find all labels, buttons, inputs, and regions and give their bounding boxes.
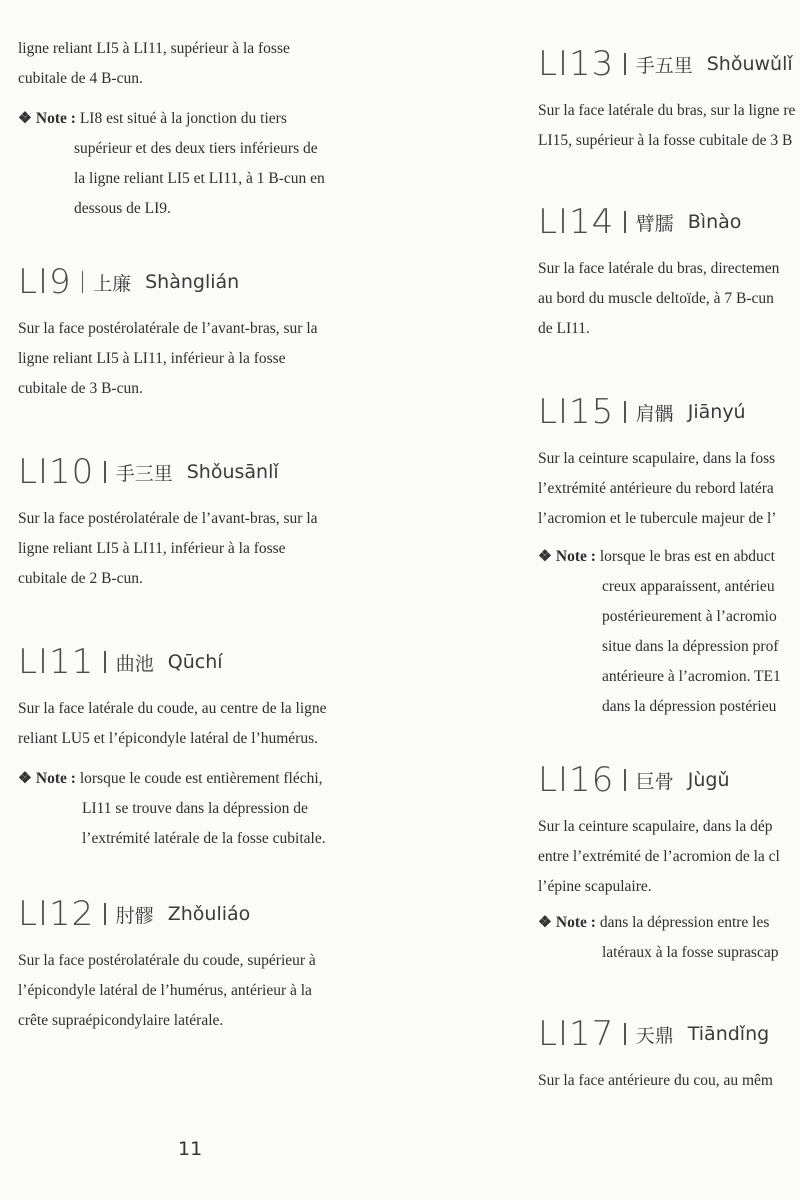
point-heading-li10 bbox=[18, 452, 279, 492]
point-description-li17 bbox=[538, 1066, 773, 1096]
point-code: LI9 bbox=[18, 262, 72, 302]
chinese-name: 曲池 bbox=[115, 652, 154, 675]
note-marker-icon: ❖ bbox=[18, 770, 32, 787]
text-line: ligne reliant LI5 à LI11, inférieur à la fosse bbox=[18, 350, 286, 367]
pinyin-name: Qūchí bbox=[167, 651, 223, 673]
note-marker-icon: ❖ bbox=[18, 110, 32, 127]
note-line: l’extrémité latérale de la fosse cubitale. bbox=[82, 830, 326, 847]
text-line: Sur la face antérieure du cou, au mêm bbox=[538, 1072, 773, 1089]
chinese-name: 肘髎 bbox=[115, 904, 154, 927]
note-label: Note : bbox=[555, 548, 596, 565]
note-text: lorsque le coude est entièrement fléchi, bbox=[79, 770, 323, 787]
point-heading-li17 bbox=[538, 1014, 769, 1054]
pinyin-name: Bìnào bbox=[687, 211, 742, 233]
text-line: Sur la face postérolatérale de l’avant-bras, sur la bbox=[18, 320, 318, 337]
point-heading-li9 bbox=[18, 262, 239, 302]
heading-divider bbox=[104, 461, 106, 483]
intro-note bbox=[18, 104, 325, 224]
point-heading-li13 bbox=[538, 44, 793, 84]
note-line: latéraux à la fosse suprascap bbox=[602, 944, 779, 961]
bleed-through-text bbox=[22, 1032, 30, 1062]
note-line: dans la dépression postérieu bbox=[602, 698, 777, 715]
text-line: l’épine scapulaire. bbox=[538, 878, 652, 895]
point-description-li13 bbox=[538, 96, 795, 156]
pinyin-name: Shǒuwǔlǐ bbox=[706, 53, 793, 75]
chinese-name: 天鼎 bbox=[635, 1024, 674, 1047]
note-marker-icon: ❖ bbox=[538, 548, 552, 565]
text-line: de LI11. bbox=[538, 320, 590, 337]
pinyin-name: Tiāndǐng bbox=[687, 1023, 770, 1045]
point-code: LI16 bbox=[538, 760, 615, 800]
point-description-li16 bbox=[538, 812, 780, 902]
note-line: situe dans la dépression prof bbox=[602, 638, 779, 655]
note-text: LI8 est situé à la jonction du tiers bbox=[79, 110, 287, 127]
point-heading-li16 bbox=[538, 760, 730, 800]
intro-paragraph bbox=[18, 34, 290, 94]
note-marker-icon: ❖ bbox=[538, 914, 552, 931]
note-line: dessous de LI9. bbox=[74, 200, 171, 217]
point-heading-li14 bbox=[538, 202, 741, 242]
point-heading-li15 bbox=[538, 392, 746, 432]
heading-divider bbox=[104, 651, 106, 673]
text-line: Sur la face postérolatérale de l’avant-bras, sur la bbox=[18, 510, 318, 527]
note-text: lorsque le bras est en abduct bbox=[599, 548, 775, 565]
point-code: LI10 bbox=[18, 452, 95, 492]
chinese-name: 巨骨 bbox=[635, 770, 674, 793]
text-line: crête supraépicondylaire latérale. bbox=[18, 1012, 224, 1029]
note-text: dans la dépression entre les bbox=[599, 914, 770, 931]
text-line: Sur la face latérale du bras, directemen bbox=[538, 260, 780, 277]
page-number: 11 bbox=[178, 1138, 203, 1160]
text-line: entre l’extrémité de l’acromion de la cl bbox=[538, 848, 780, 865]
text-line: Sur la face latérale du coude, au centre de la ligne bbox=[18, 700, 327, 717]
note-line: creux apparaissent, antérieu bbox=[602, 578, 775, 595]
text-line: l’acromion et le tubercule majeur de l’ bbox=[538, 510, 777, 527]
text-line: cubitale de 2 B-cun. bbox=[18, 570, 143, 587]
note-line: la ligne reliant LI5 et LI11, à 1 B-cun en bbox=[74, 170, 325, 187]
text-line: reliant LU5 et l’épicondyle latéral de l’humérus. bbox=[18, 730, 318, 747]
point-code: LI14 bbox=[538, 202, 615, 242]
point-heading-li11 bbox=[18, 642, 223, 682]
note-line: postérieurement à l’acromio bbox=[602, 608, 777, 625]
chinese-name: 手五里 bbox=[635, 54, 693, 77]
right-column bbox=[538, 0, 800, 1200]
point-code: LI13 bbox=[538, 44, 615, 84]
text-line: Sur la face latérale du bras, sur la ligne re bbox=[538, 102, 796, 119]
heading-divider bbox=[82, 271, 84, 293]
note-line: supérieur et des deux tiers inférieurs de bbox=[74, 140, 318, 157]
point-description-li15 bbox=[538, 444, 776, 534]
pinyin-name: Shǒusānlǐ bbox=[186, 461, 279, 483]
pinyin-name: Shànglián bbox=[145, 271, 240, 293]
text-line: l’extrémité antérieure du rebord latéra bbox=[538, 480, 774, 497]
point-note-li16 bbox=[538, 908, 778, 968]
text-line: Sur la ceinture scapulaire, dans la dép bbox=[538, 818, 773, 835]
text-line: Sur la face postérolatérale du coude, supérieur à bbox=[18, 952, 316, 969]
point-code: LI11 bbox=[18, 642, 95, 682]
text-line: ligne reliant LI5 à LI11, supérieur à la fosse bbox=[18, 40, 290, 57]
text-line: ligne reliant LI5 à LI11, inférieur à la fosse bbox=[18, 540, 286, 557]
pinyin-name: Zhǒuliáo bbox=[167, 903, 251, 925]
point-code: LI12 bbox=[18, 894, 95, 934]
heading-divider bbox=[624, 1023, 626, 1045]
text-line: cubitale de 3 B-cun. bbox=[18, 380, 143, 397]
point-heading-li12 bbox=[18, 894, 250, 934]
chinese-name: 肩髃 bbox=[635, 402, 674, 425]
point-note-li15 bbox=[538, 542, 781, 722]
heading-divider bbox=[104, 903, 106, 925]
pinyin-name: Jiānyú bbox=[687, 401, 746, 423]
text-line: l’épicondyle latéral de l’humérus, antérieur à la bbox=[18, 982, 312, 999]
heading-divider bbox=[624, 769, 626, 791]
note-label: Note : bbox=[35, 110, 76, 127]
note-label: Note : bbox=[555, 914, 596, 931]
chinese-name: 臂臑 bbox=[635, 212, 674, 235]
note-line: antérieure à l’acromion. TE1 bbox=[602, 668, 781, 685]
note-line: LI11 se trouve dans la dépression de bbox=[82, 800, 308, 817]
chinese-name: 手三里 bbox=[115, 462, 173, 485]
point-code: LI17 bbox=[538, 1014, 615, 1054]
point-description-li14 bbox=[538, 254, 779, 344]
pinyin-name: Jùgǔ bbox=[687, 769, 730, 791]
heading-divider bbox=[624, 211, 626, 233]
heading-divider bbox=[624, 401, 626, 423]
point-description-li9 bbox=[18, 314, 318, 404]
point-code: LI15 bbox=[538, 392, 615, 432]
heading-divider bbox=[624, 53, 626, 75]
text-line: Sur la ceinture scapulaire, dans la foss bbox=[538, 450, 776, 467]
point-description-li10 bbox=[18, 504, 318, 594]
text-line: LI15, supérieur à la fosse cubitale de 3 B bbox=[538, 132, 793, 149]
text-line: au bord du muscle deltoïde, à 7 B-cun bbox=[538, 290, 774, 307]
chinese-name: 上廉 bbox=[93, 272, 132, 295]
point-note-li11 bbox=[18, 764, 326, 854]
point-description-li12 bbox=[18, 946, 316, 1036]
point-description-li11 bbox=[18, 694, 327, 754]
text-line: cubitale de 4 B-cun. bbox=[18, 70, 143, 87]
note-label: Note : bbox=[35, 770, 76, 787]
